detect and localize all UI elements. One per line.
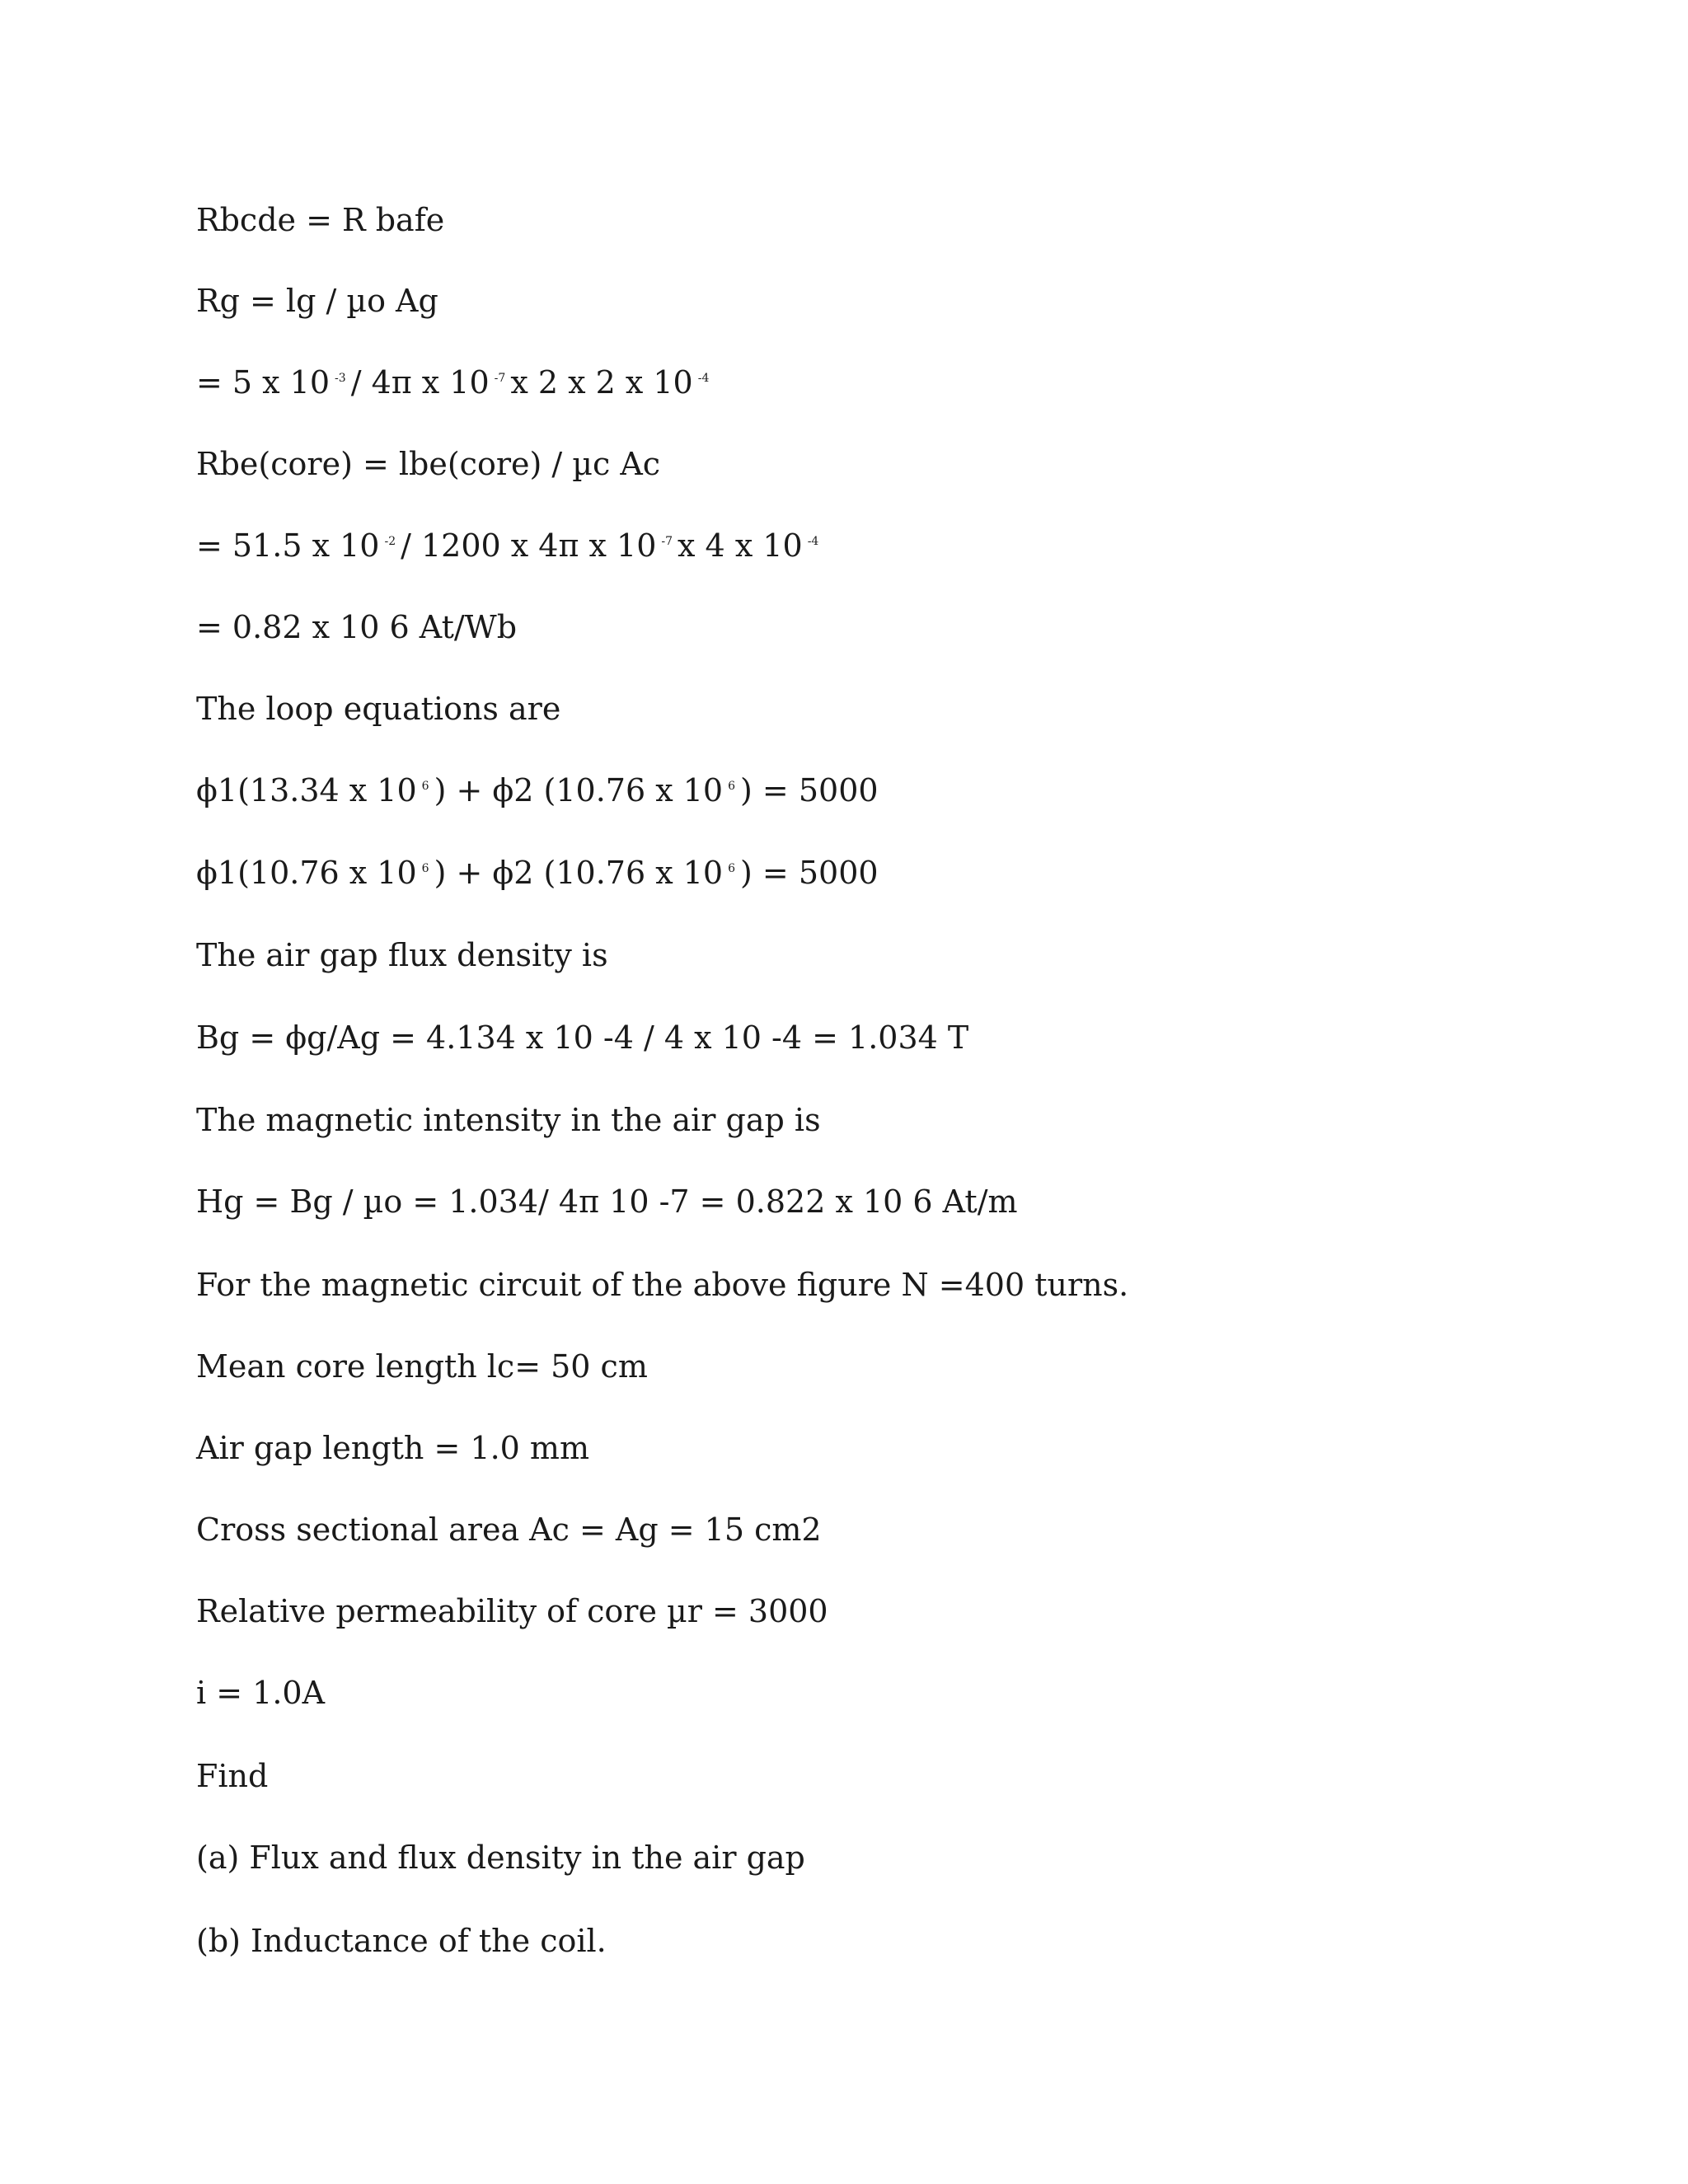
superscript: 6 xyxy=(728,862,736,875)
superscript: 6 xyxy=(728,780,736,793)
superscript: -7 xyxy=(661,535,673,548)
superscript: 6 xyxy=(421,862,429,875)
text-line xyxy=(196,1837,805,1878)
text-line xyxy=(196,1181,1018,1222)
superscript: -4 xyxy=(697,372,710,385)
text-line xyxy=(196,1755,268,1797)
text-line xyxy=(196,1017,968,1058)
text-segment: Bg = ϕg/Ag = 4.134 x 10 -4 / 4 x 10 -4 = 1.034 T xyxy=(196,1019,969,1056)
text-segment: ϕ1(10.76 x 10 xyxy=(196,855,417,891)
text-line xyxy=(196,199,444,241)
text-line xyxy=(196,280,438,321)
text-line xyxy=(196,1099,821,1141)
text-segment: Relative permeability of core µr = 3000 xyxy=(196,1593,828,1629)
text-segment: Mean core length lc= 50 cm xyxy=(196,1348,648,1385)
text-segment: ) + ϕ2 (10.76 x 10 xyxy=(434,772,724,808)
text-segment: The air gap flux density is xyxy=(196,937,608,973)
text-segment: Rbe(core) = lbe(core) / µc Ac xyxy=(196,446,661,482)
text-line xyxy=(196,443,660,485)
superscript: -7 xyxy=(494,372,506,385)
text-line xyxy=(196,1264,1128,1305)
text-segment: i = 1.0A xyxy=(196,1675,326,1711)
text-line xyxy=(196,525,823,574)
text-line xyxy=(196,935,608,976)
text-segment: (b) Inductance of the coil. xyxy=(196,1923,607,1959)
text-line xyxy=(196,1672,325,1713)
text-segment: x 2 x 2 x 10 xyxy=(510,364,693,401)
text-segment: = 51.5 x 10 xyxy=(196,527,380,564)
superscript: 6 xyxy=(421,780,429,793)
text-segment: Find xyxy=(196,1758,269,1794)
text-line xyxy=(196,362,714,410)
superscript: -2 xyxy=(384,535,396,548)
text-line xyxy=(196,1509,822,1550)
text-line xyxy=(196,1920,607,1961)
text-line xyxy=(196,688,560,729)
text-segment: x 4 x 10 xyxy=(678,527,803,564)
text-segment: Rbcde = R bafe xyxy=(196,202,445,238)
text-line xyxy=(196,1591,828,1632)
text-segment: For the magnetic circuit of the above figure N =400 turns. xyxy=(196,1267,1129,1303)
text-segment: ) = 5000 xyxy=(740,772,879,808)
text-line xyxy=(196,852,879,901)
text-segment: Air gap length = 1.0 mm xyxy=(196,1430,589,1466)
text-line xyxy=(196,770,879,818)
text-segment: The loop equations are xyxy=(196,691,561,727)
text-segment: / 4π x 10 xyxy=(350,364,490,401)
text-segment: (a) Flux and flux density in the air gap xyxy=(196,1840,805,1876)
text-line xyxy=(196,1427,589,1469)
text-segment: Cross sectional area Ac = Ag = 15 cm2 xyxy=(196,1511,822,1548)
text-segment: / 1200 x 4π x 10 xyxy=(401,527,657,564)
text-line xyxy=(196,1346,648,1387)
text-segment: ϕ1(13.34 x 10 xyxy=(196,772,417,808)
text-segment: Hg = Bg / µo = 1.034/ 4π 10 -7 = 0.822 x 10 6 At/m xyxy=(196,1183,1018,1220)
superscript: -3 xyxy=(335,372,346,385)
superscript: -4 xyxy=(807,535,819,548)
text-segment: = 5 x 10 xyxy=(196,364,331,401)
text-segment: = 0.82 x 10 6 At/Wb xyxy=(196,609,518,645)
text-segment: Rg = lg / µo Ag xyxy=(196,283,438,319)
text-segment: ) + ϕ2 (10.76 x 10 xyxy=(434,855,724,891)
text-line xyxy=(196,607,517,648)
text-segment: ) = 5000 xyxy=(740,855,879,891)
text-segment: The magnetic intensity in the air gap is xyxy=(196,1102,821,1138)
